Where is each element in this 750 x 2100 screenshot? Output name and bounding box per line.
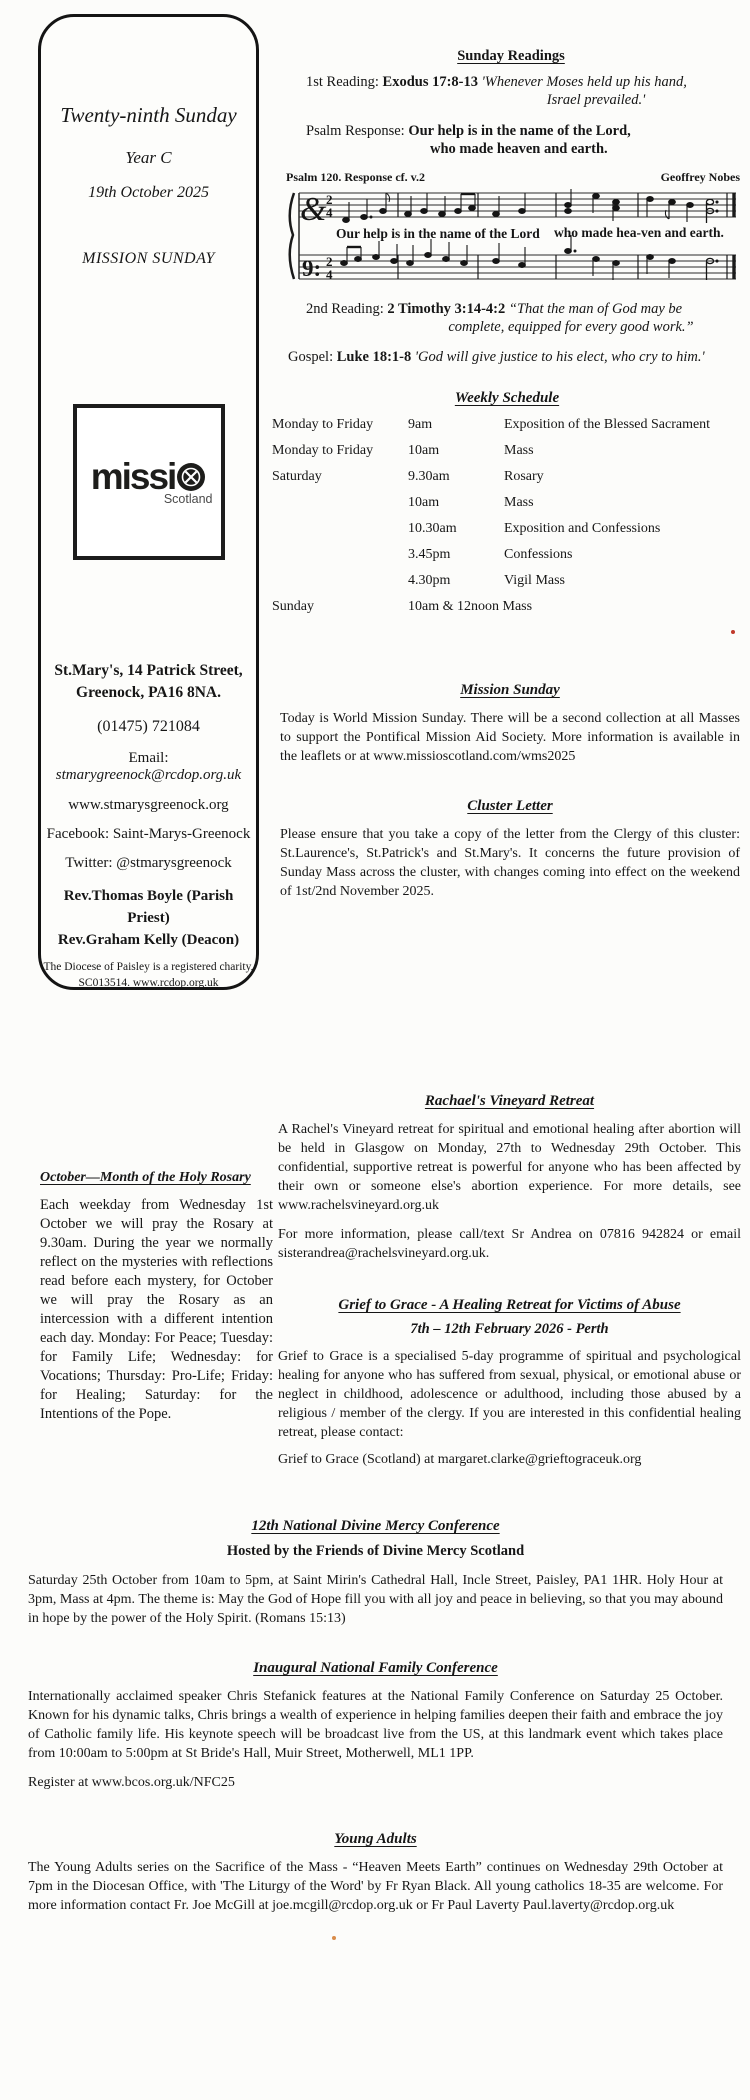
- scan-speck-orange: [332, 1936, 336, 1940]
- grief-to-grace-body: Grief to Grace is a specialised 5-day programme of spiritual and psychological healing for anyone who has suffered from sexual, physical, or emotional abuse or neglect in childhood, adolescence or adulthood, including those abused by a religious / member of the clergy. If you are interested in this confidential healing retreat, please contact:: [278, 1349, 741, 1440]
- lyrics-phrase-2: who made hea-ven and earth.: [554, 225, 724, 240]
- schedule-row: [272, 547, 742, 573]
- music-caption-row: [286, 170, 740, 185]
- missio-wordmark: missi: [90, 456, 176, 497]
- psalm-response-text: Our help is in the name of the Lord,: [408, 123, 631, 139]
- second-reading-gospel-section: [280, 292, 742, 366]
- svg-text:2: 2: [326, 254, 333, 269]
- schedule-event: Mass: [504, 443, 534, 458]
- sidebar-panel: [38, 14, 259, 990]
- svg-text:2: 2: [326, 192, 333, 207]
- schedule-row: [272, 469, 742, 495]
- lyrics-phrase-1: Our help is in the name of the Lord: [336, 226, 540, 241]
- charity-line-1: The Diocese of Paisley is a registered charity,: [43, 961, 254, 973]
- schedule-event: Exposition and Confessions: [504, 521, 661, 536]
- schedule-day: Saturday: [272, 469, 322, 484]
- schedule-row: [272, 495, 742, 521]
- young-adults-section: [28, 1831, 723, 1915]
- mission-sunday-banner: MISSION SUNDAY: [82, 250, 215, 267]
- schedule-time: 3.45pm: [408, 547, 451, 562]
- schedule-day: Monday to Friday: [272, 417, 374, 432]
- first-reading-reference: Exodus 17:8-13: [382, 74, 479, 90]
- svg-text:4: 4: [326, 205, 333, 220]
- bass-clef-icon: 9:: [302, 256, 322, 281]
- clergy-names: [41, 885, 256, 951]
- cluster-letter-section: [280, 798, 740, 901]
- rosary-section: [40, 1170, 273, 1424]
- schedule-time: 10am: [408, 495, 440, 510]
- gospel-line: [280, 349, 742, 366]
- grief-to-grace-section: [278, 1297, 741, 1468]
- mission-sunday-heading: Mission Sunday: [460, 682, 560, 698]
- psalm-music-notation: [286, 170, 740, 292]
- sunday-title: Twenty-ninth Sunday: [60, 103, 237, 127]
- charity-line-2: SC013514. www.rcdop.org.uk: [78, 977, 219, 989]
- cluster-letter-heading: Cluster Letter: [467, 798, 553, 814]
- gospel-label: Gospel:: [288, 349, 337, 365]
- schedule-row: [272, 521, 742, 547]
- grief-to-grace-dates: 7th – 12th February 2026 - Perth: [410, 1321, 609, 1337]
- schedule-time: 10.30am: [408, 521, 457, 536]
- schedule-row: [272, 599, 742, 625]
- mission-sunday-body: Today is World Mission Sunday. There will be a second collection at all Masses to support the Pontifical Mission Aid Society. More information is available in the leaflets or at www.missioscotland.com/wms2025: [280, 711, 740, 764]
- rosary-heading: October—Month of the Holy Rosary: [40, 1170, 251, 1185]
- schedule-row: [272, 573, 742, 599]
- mission-sunday-section: [280, 682, 740, 766]
- missio-region-label: Scotland: [163, 492, 213, 506]
- cluster-letter-body: Please ensure that you take a copy of the letter from the Clergy of this cluster: St.Laurence's, St.Patrick's and St.Mary's. It concerns the future provision of Sunday Mass across the cluster, with changes coming into effect on the weekend of 1st/2nd November 2025.: [280, 827, 740, 899]
- system-brace: [290, 193, 294, 279]
- missio-wordmark-row: [91, 458, 207, 495]
- parish-phone: (01475) 721084: [97, 718, 200, 735]
- music-staff-image: [286, 185, 740, 287]
- scan-speck-red: [731, 630, 735, 634]
- first-reading-quote-line2: Israel prevailed.': [546, 92, 646, 108]
- psalm-response-line2: who made heaven and earth.: [430, 141, 608, 157]
- psalm-caption: Psalm 120. Response cf. v.2: [286, 170, 425, 184]
- schedule-time: 4.30pm: [408, 573, 451, 588]
- parish-facebook: Facebook: Saint-Marys-Greenock: [46, 826, 251, 842]
- treble-clef-icon: &: [300, 191, 327, 228]
- second-reading-line: [280, 301, 742, 318]
- svg-text:4: 4: [326, 267, 333, 282]
- schedule-event: Mass: [504, 495, 534, 510]
- grief-to-grace-contact: Grief to Grace (Scotland) at margaret.clarke@grieftograceuk.org: [278, 1452, 642, 1467]
- saltire-circle-icon: [176, 462, 206, 492]
- weekly-schedule-section: [272, 390, 742, 625]
- schedule-time: 9.30am: [408, 469, 450, 484]
- composer-credit: Geoffrey Nobes: [660, 170, 740, 184]
- bulletin-date: 19th October 2025: [88, 184, 209, 201]
- divine-mercy-heading: 12th National Divine Mercy Conference: [251, 1518, 500, 1534]
- schedule-time: 10am: [408, 443, 440, 458]
- rachels-vineyard-section: [278, 1093, 741, 1263]
- gospel-quote: 'God will give justice to his elect, who cry to him.': [411, 349, 705, 365]
- first-reading-line: [280, 74, 742, 91]
- schedule-event: Rosary: [504, 469, 544, 484]
- young-adults-body: The Young Adults series on the Sacrifice of the Mass - “Heaven Meets Earth” continues on Wednesday 29th October at 7pm in the Diocesan Office, with 'The Liturgy of the Word' by Fr Ryan Black. All young catholics 18-35 are welcome. For more information contact Fr. Joe McGill at joe.mcgill@rcdop.org.uk or Fr Paul Laverty Paul.laverty@rcdop.org.uk: [28, 1860, 723, 1913]
- rosary-body: Each weekday from Wednesday 1st October we will pray the Rosary at 9.30am. During the year we normally reflect on the mysteries with reflections read before each mystery, for October we will pray the Rosary as an intercession with a different intention each day. Monday: For Peace; Tuesday: for Family Life; Wednesday: for Vocations; Thursday: Pro-Life; Friday: for Healing; Saturday: for the Intentions of the Pope.: [40, 1197, 273, 1422]
- schedule-day: Sunday: [272, 599, 314, 614]
- email-label: Email:: [128, 750, 169, 766]
- family-conference-body: Internationally acclaimed speaker Chris Stefanick features at the National Family Conference on Saturday 25 October. Known for his dynamic talks, Chris brings a wealth of experience in helping families deepen their faith and embrace the joy of Catholic family life. His keynote speech will be broadcast live from the US, at this landmark event which takes place from 10:00am to 5:00pm at St Bride's Hall, Muir Street, Motherwell, ML1 1PP.: [28, 1689, 723, 1761]
- divine-mercy-body: Saturday 25th October from 10am to 5pm, at Saint Mirin's Cathedral Hall, Incle Street, Paisley, PA1 1HR. Holy Hour at 3pm, Mass at 4pm. The theme is: May the God of Hope fill you with all joy and peace in believing, so that you may abound in hope by the power of the Holy Spirit. (Romans 15:13): [28, 1573, 723, 1626]
- young-adults-heading: Young Adults: [334, 1831, 417, 1847]
- parish-priest: Rev.Thomas Boyle (Parish Priest): [63, 888, 234, 926]
- schedule-row: [272, 443, 742, 469]
- second-reading-label: 2nd Reading:: [306, 301, 388, 317]
- divine-mercy-section: [28, 1518, 723, 1628]
- grief-to-grace-heading: Grief to Grace - A Healing Retreat for Victims of Abuse: [338, 1297, 681, 1313]
- rachels-vineyard-body: A Rachel's Vineyard retreat for spiritual and emotional healing after abortion will be held in Glasgow on Monday, 27th to Wednesday 29th October. This confidential, supportive retreat is powerful for anyone who has been affected by their own or someone else's abortion experience. For more details, see www.rachelsvineyard.org.uk: [278, 1122, 741, 1213]
- first-reading-quote: 'Whenever Moses held up his hand,: [478, 74, 687, 90]
- family-conference-section: [28, 1660, 723, 1791]
- address-line-2: Greenock, PA16 8NA.: [76, 684, 221, 701]
- schedule-event: Vigil Mass: [504, 573, 565, 588]
- charity-note: [41, 959, 256, 991]
- family-conference-register: Register at www.bcos.org.uk/NFC25: [28, 1775, 235, 1790]
- divine-mercy-subheading: Hosted by the Friends of Divine Mercy Scotland: [226, 1543, 525, 1559]
- parish-twitter: Twitter: @stmarysgreenock: [65, 855, 232, 871]
- second-reading-quote: “That the man of God may be: [505, 301, 683, 317]
- missio-scotland-logo: [73, 404, 225, 560]
- second-reading-reference: 2 Timothy 3:14-4:2: [387, 301, 506, 317]
- psalm-response-line: [280, 123, 742, 140]
- second-reading-quote-line2: complete, equipped for every good work.”: [448, 319, 694, 335]
- psalm-response-label: Psalm Response:: [306, 123, 409, 139]
- liturgical-year-label: Year C: [125, 148, 172, 167]
- rachels-vineyard-heading: Rachael's Vineyard Retreat: [424, 1093, 595, 1109]
- family-conference-heading: Inaugural National Family Conference: [253, 1660, 498, 1676]
- parish-address: [41, 660, 256, 704]
- schedule-event: Exposition of the Blessed Sacrament: [504, 417, 711, 432]
- rachels-vineyard-contact: For more information, please call/text Sr Andrea on 07816 942824 or email sisterandrea@rachelsvineyard.org.uk.: [278, 1227, 741, 1261]
- schedule-event: Confessions: [504, 547, 573, 562]
- schedule-day: Monday to Friday: [272, 443, 374, 458]
- schedule-row: [272, 417, 742, 443]
- schedule-time: 10am & 12noon Mass: [408, 599, 533, 614]
- address-line-1: St.Mary's, 14 Patrick Street,: [54, 662, 243, 679]
- sunday-readings-heading: Sunday Readings: [457, 48, 565, 64]
- weekly-schedule-heading: Weekly Schedule: [454, 390, 560, 406]
- parish-email: stmarygreenock@rcdop.org.uk: [55, 767, 242, 783]
- schedule-time: 9am: [408, 417, 433, 432]
- gospel-reference: Luke 18:1-8: [336, 349, 412, 365]
- deacon: Rev.Graham Kelly (Deacon): [57, 932, 240, 948]
- sunday-readings-section: [280, 48, 742, 158]
- first-reading-label: 1st Reading:: [306, 74, 383, 90]
- parish-website: www.stmarysgreenock.org: [68, 797, 229, 813]
